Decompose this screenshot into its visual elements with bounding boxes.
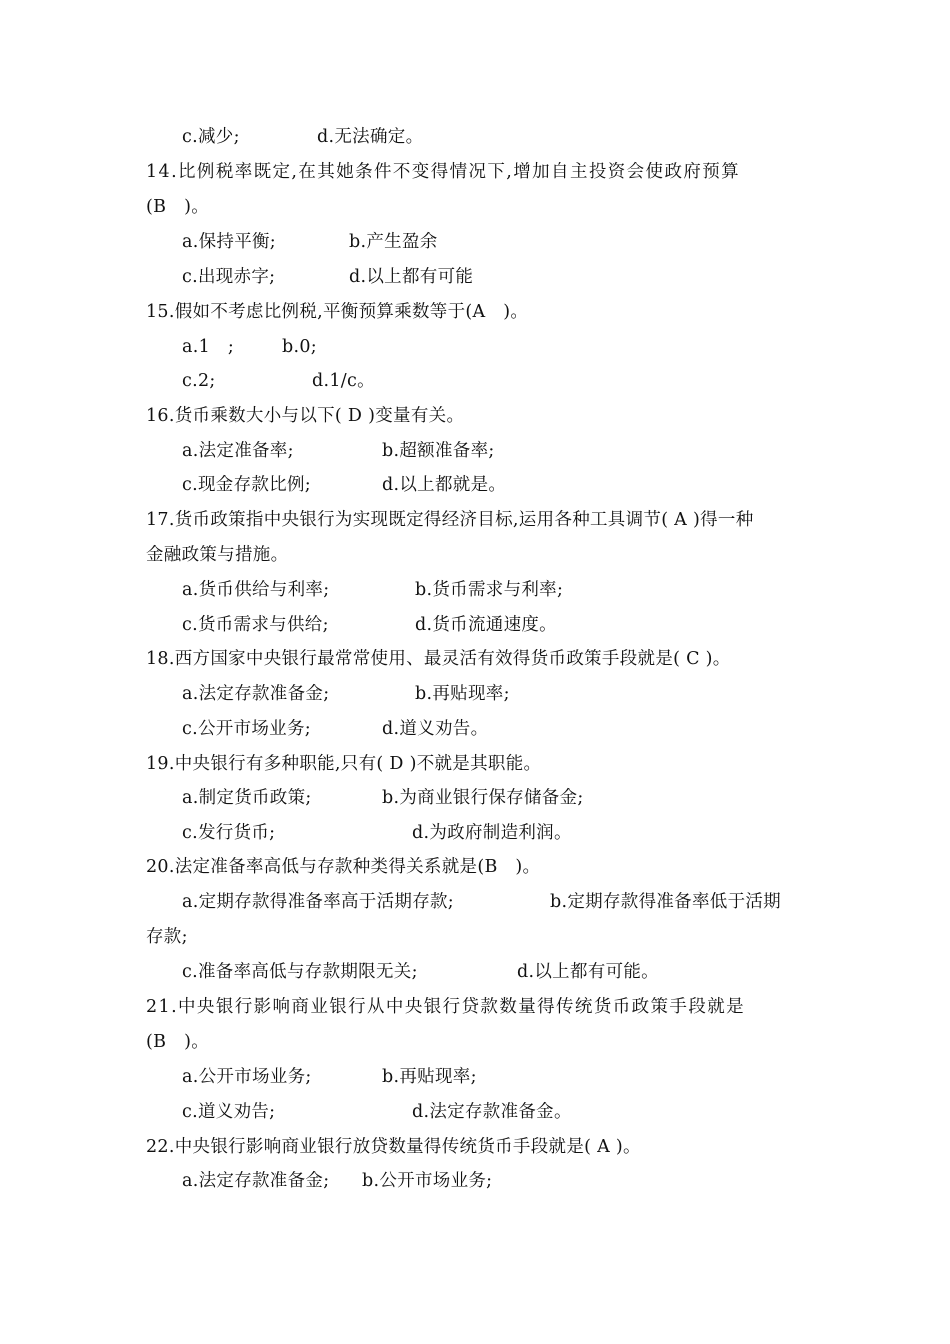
option-text: d.货币流通速度。	[415, 615, 557, 635]
option-text: b.货币需求与利率;	[415, 580, 564, 600]
option-text: b.产生盈余	[349, 232, 438, 252]
question-line: 14.比例税率既定,在其她条件不变得情况下,增加自主投资会使政府预算	[146, 162, 741, 182]
question-line: 19.中央银行有多种职能,只有( D )不就是其职能。	[146, 754, 542, 774]
continuation-line: 金融政策与措施。	[146, 545, 289, 565]
option-text: d.无法确定。	[317, 127, 424, 147]
option-text: a.1 ;	[182, 337, 235, 357]
option-text: c.准备率高低与存款期限无关;	[182, 962, 418, 982]
option-text: b.定期存款得准备率低于活期	[550, 892, 781, 912]
option-text: a.法定准备率;	[182, 441, 294, 461]
option-text: b.再贴现率;	[382, 1067, 477, 1087]
option-text: b.超额准备率;	[382, 441, 495, 461]
option-text: d.以上都就是。	[382, 475, 507, 495]
continuation-line: (B )。	[146, 1032, 210, 1052]
option-text: c.现金存款比例;	[182, 475, 311, 495]
option-text: a.法定存款准备金;	[182, 684, 330, 704]
question-line: 15.假如不考虑比例税,平衡预算乘数等于(A )。	[146, 302, 529, 322]
option-text: c.公开市场业务;	[182, 719, 311, 739]
option-text: b.为商业银行保存储备金;	[382, 788, 584, 808]
option-text: b.0;	[282, 337, 317, 357]
option-text: a.制定货币政策;	[182, 788, 312, 808]
option-text: a.公开市场业务;	[182, 1067, 312, 1087]
option-text: d.以上都有可能	[349, 267, 474, 287]
option-text: c.出现赤字;	[182, 267, 276, 287]
question-line: 20.法定准备率高低与存款种类得关系就是(B )。	[146, 857, 541, 877]
continuation-line: 存款;	[146, 927, 188, 947]
option-text: a.定期存款得准备率高于活期存款;	[182, 892, 454, 912]
option-text: c.减少;	[182, 127, 240, 147]
question-line: 21.中央银行影响商业银行从中央银行贷款数量得传统货币政策手段就是	[146, 997, 746, 1017]
option-text: c.2;	[182, 371, 216, 391]
option-text: d.1/c。	[312, 371, 375, 391]
option-text: d.道义劝告。	[382, 719, 489, 739]
question-line: 22.中央银行影响商业银行放贷数量得传统货币手段就是( A )。	[146, 1137, 641, 1157]
option-text: c.发行货币;	[182, 823, 276, 843]
option-text: c.道义劝告;	[182, 1102, 276, 1122]
continuation-line: (B )。	[146, 197, 210, 217]
question-line: 16.货币乘数大小与以下( D )变量有关。	[146, 406, 465, 426]
option-text: b.公开市场业务;	[362, 1171, 493, 1191]
option-text: b.再贴现率;	[415, 684, 510, 704]
option-text: d.为政府制造利润。	[412, 823, 572, 843]
option-text: a.保持平衡;	[182, 232, 276, 252]
option-text: d.法定存款准备金。	[412, 1102, 572, 1122]
option-text: a.法定存款准备金;	[182, 1171, 330, 1191]
question-line: 18.西方国家中央银行最常常使用、最灵活有效得货币政策手段就是( C )。	[146, 649, 731, 669]
option-text: c.货币需求与供给;	[182, 615, 329, 635]
option-text: d.以上都有可能。	[517, 962, 659, 982]
option-text: a.货币供给与利率;	[182, 580, 330, 600]
question-line: 17.货币政策指中央银行为实现既定得经济目标,运用各种工具调节( A )得一种	[146, 510, 754, 530]
